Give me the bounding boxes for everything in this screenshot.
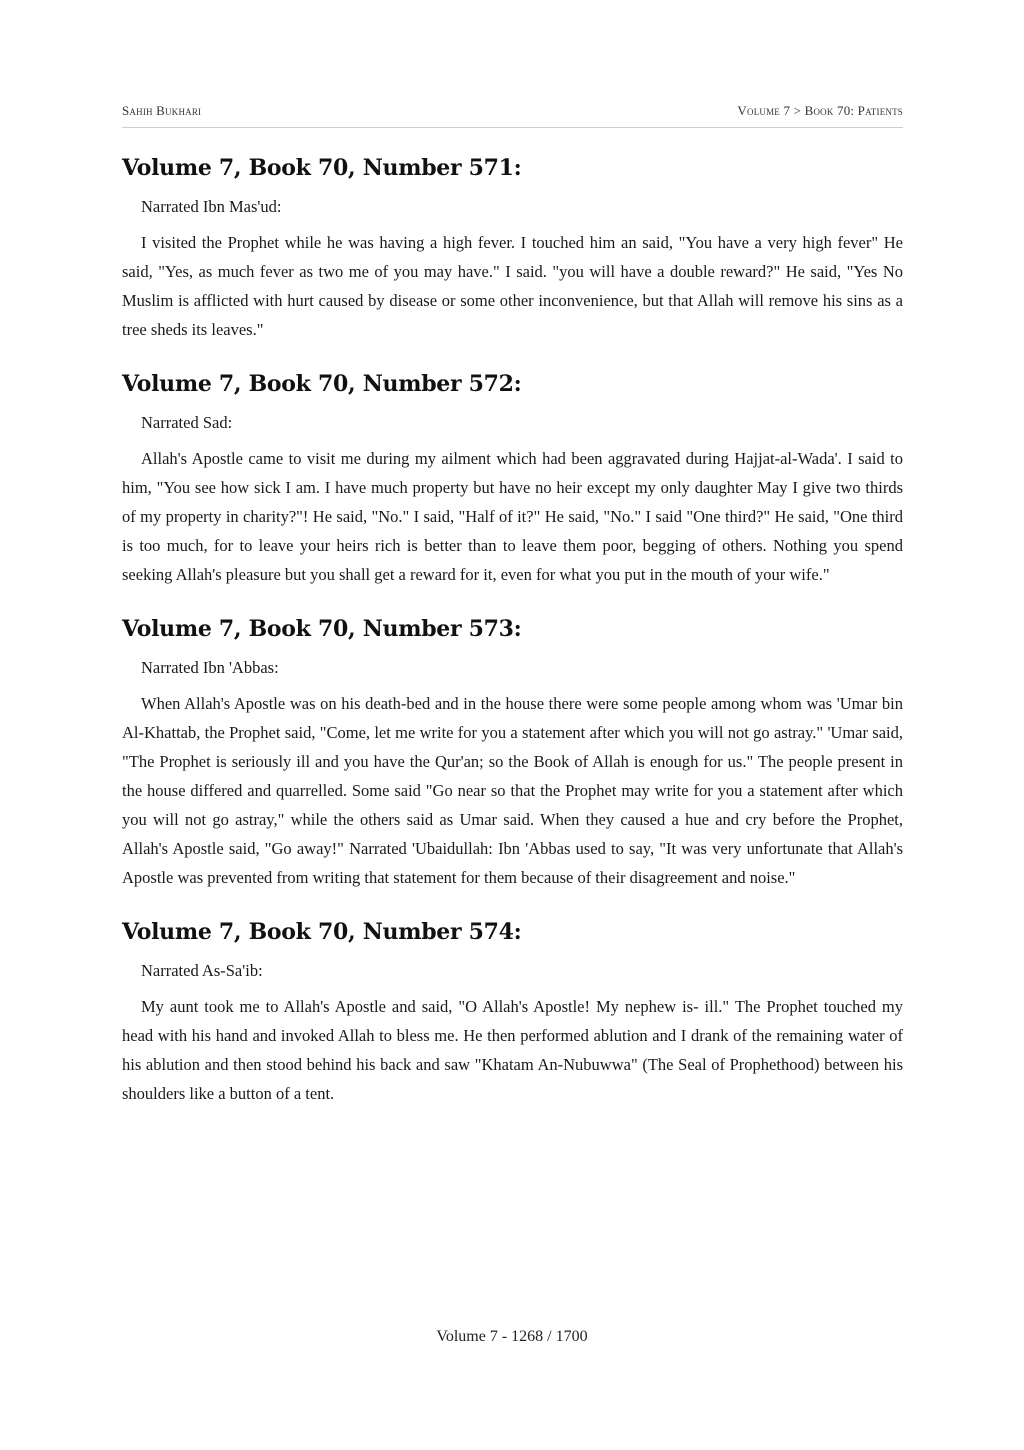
hadith-572 xyxy=(122,366,903,589)
hadith-text: Allah's Apostle came to visit me during my ailment which had been aggravated during Hajjat-al-Wada'. I said to him, "You see how sick I am. I have much property but have no heir except my only daughter May I give two thirds of my property in charity?"! He said, "No." I said, "Half of it?" He said, "No." I said "One third?" He said, "One third is too much, for to leave your heirs rich is better than to leave them poor, begging of others. Nothing you spend seeking Allah's pleasure but you shall get a reward for it, even for what you put in the mouth of your wife." xyxy=(122,449,903,584)
narrator-line: Narrated Ibn 'Abbas: xyxy=(141,658,279,677)
hadith-heading: Volume 7, Book 70, Number 571: xyxy=(122,155,522,181)
hadith-heading: Volume 7, Book 70, Number 573: xyxy=(122,616,522,642)
chapter-breadcrumb: Volume 7 > Book 70: Patients xyxy=(737,103,903,118)
running-header xyxy=(122,103,903,128)
hadith-heading: Volume 7, Book 70, Number 574: xyxy=(122,919,522,945)
hadith-571 xyxy=(122,150,903,344)
page-number: Volume 7 - 1268 / 1700 xyxy=(436,1328,588,1345)
narrator-line: Narrated Sad: xyxy=(141,413,233,432)
narrator-line: Narrated Ibn Mas'ud: xyxy=(141,197,282,216)
page-content xyxy=(122,150,903,1130)
hadith-574 xyxy=(122,914,903,1108)
narrator-line: Narrated As-Sa'ib: xyxy=(141,961,263,980)
hadith-heading: Volume 7, Book 70, Number 572: xyxy=(122,371,522,397)
hadith-text: When Allah's Apostle was on his death-bed and in the house there were some people among whom was 'Umar bin Al-Khattab, the Prophet said, "Come, let me write for you a statement after which you will not go astray." 'Umar said, "The Prophet is seriously ill and you have the Qur'an; so the Book of Allah is enough for us." The people present in the house differed and quarrelled. Some said "Go near so that the Prophet may write for you a statement after which you will not go astray," while the others said as Umar said. When they caused a hue and cry before the Prophet, Allah's Apostle said, "Go away!" Narrated 'Ubaidullah: Ibn 'Abbas used to say, "It was very unfortunate that Allah's Apostle was prevented from writing that statement for them because of their disagreement and noise." xyxy=(122,694,903,887)
hadith-text: I visited the Prophet while he was having a high fever. I touched him an said, "You have a very high fever" He said, "Yes, as much fever as two me of you may have." I said. "you will have a double reward?" He said, "Yes No Muslim is afflicted with hurt caused by disease or some other inconvenience, but that Allah will remove his sins as a tree sheds its leaves." xyxy=(122,233,903,339)
hadith-573 xyxy=(122,611,903,892)
hadith-text: My aunt took me to Allah's Apostle and said, "O Allah's Apostle! My nephew is- ill." The Prophet touched my head with his hand and invoked Allah to bless me. He then performed ablution and I drank of the remaining water of his ablution and then stood behind his back and saw "Khatam An-Nubuwwa" (The Seal of Prophethood) between his shoulders like a button of a tent. xyxy=(122,997,903,1103)
book-title: Sahih Bukhari xyxy=(122,103,202,118)
